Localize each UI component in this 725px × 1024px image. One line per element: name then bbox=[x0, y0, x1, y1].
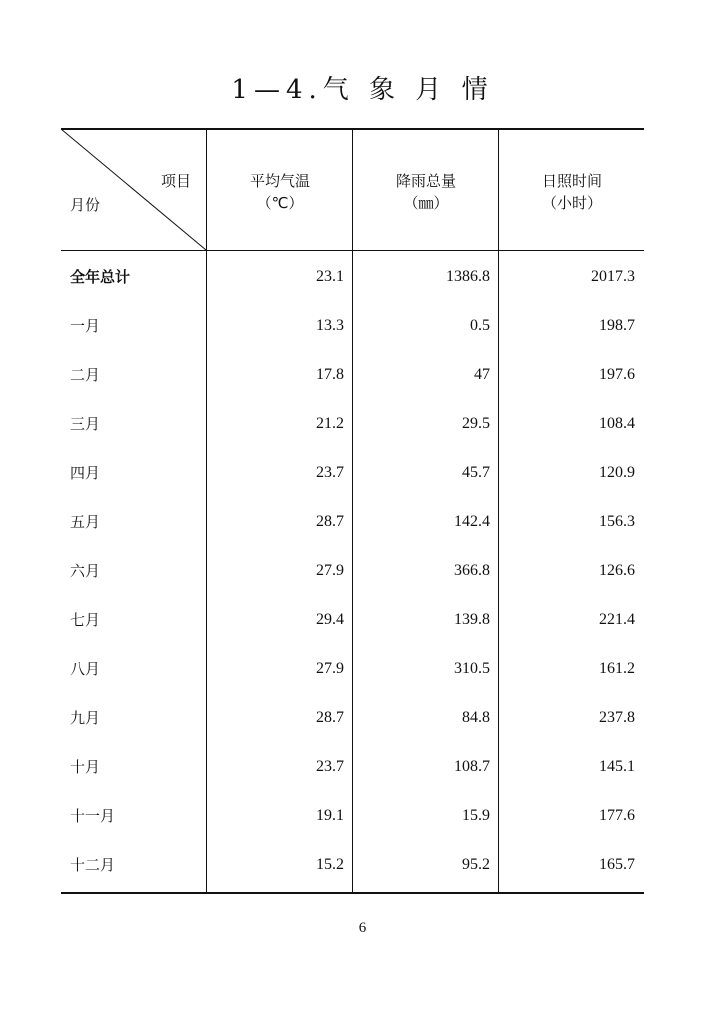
rainfall-value: 45.7 bbox=[462, 464, 490, 481]
row-label: 九月 bbox=[70, 709, 101, 727]
table-row bbox=[61, 556, 644, 586]
row-label: 十月 bbox=[70, 758, 101, 776]
temperature-value: 23.1 bbox=[316, 268, 344, 285]
column-header-name: 日照时间 bbox=[541, 172, 602, 190]
page-title: 1—4.气 象 月 情 bbox=[231, 75, 494, 105]
row-label: 全年总计 bbox=[70, 268, 131, 286]
table-row bbox=[61, 801, 644, 831]
corner-item-label: 项目 bbox=[161, 172, 192, 190]
rainfall-value: 139.8 bbox=[454, 611, 490, 628]
temperature-value: 21.2 bbox=[316, 415, 344, 432]
column-header-unit: （℃） bbox=[256, 194, 304, 212]
rainfall-value: 47 bbox=[474, 366, 490, 383]
temperature-value: 27.9 bbox=[316, 562, 344, 579]
temperature-value: 13.3 bbox=[316, 317, 344, 334]
column-header-sunshine bbox=[499, 170, 645, 214]
rainfall-value: 310.5 bbox=[454, 660, 490, 677]
table-row bbox=[61, 654, 644, 684]
temperature-value: 15.2 bbox=[316, 856, 344, 873]
column-header-name: 平均气温 bbox=[249, 172, 310, 190]
column-header-temperature bbox=[207, 170, 353, 214]
weather-table bbox=[61, 128, 644, 895]
sunshine-value: 156.3 bbox=[599, 513, 635, 530]
sunshine-value: 165.7 bbox=[599, 856, 635, 873]
rainfall-value: 142.4 bbox=[454, 513, 490, 530]
temperature-value: 23.7 bbox=[316, 464, 344, 481]
row-label: 六月 bbox=[70, 562, 101, 580]
row-label: 五月 bbox=[70, 513, 101, 531]
rainfall-value: 366.8 bbox=[454, 562, 490, 579]
rainfall-value: 95.2 bbox=[462, 856, 490, 873]
sunshine-value: 198.7 bbox=[599, 317, 635, 334]
table-row bbox=[61, 605, 644, 635]
temperature-value: 28.7 bbox=[316, 513, 344, 530]
table-row bbox=[61, 850, 644, 880]
column-header-unit: （㎜） bbox=[403, 194, 449, 212]
sunshine-value: 161.2 bbox=[599, 660, 635, 677]
sunshine-value: 145.1 bbox=[599, 758, 635, 775]
table-row bbox=[61, 752, 644, 782]
row-label: 八月 bbox=[70, 660, 101, 678]
temperature-value: 27.9 bbox=[316, 660, 344, 677]
row-label: 四月 bbox=[70, 464, 101, 482]
rainfall-value: 108.7 bbox=[454, 758, 490, 775]
sunshine-value: 237.8 bbox=[599, 709, 635, 726]
sunshine-value: 120.9 bbox=[599, 464, 635, 481]
page-number: 6 bbox=[358, 920, 367, 936]
table-row bbox=[61, 458, 644, 488]
row-label: 七月 bbox=[70, 611, 101, 629]
row-label: 十一月 bbox=[70, 807, 116, 825]
rainfall-value: 0.5 bbox=[470, 317, 490, 334]
sunshine-value: 2017.3 bbox=[591, 268, 635, 285]
table-row-total bbox=[61, 262, 644, 292]
sunshine-value: 221.4 bbox=[599, 611, 635, 628]
temperature-value: 23.7 bbox=[316, 758, 344, 775]
row-label: 一月 bbox=[70, 317, 101, 335]
table-row bbox=[61, 507, 644, 537]
rainfall-value: 84.8 bbox=[462, 709, 490, 726]
temperature-value: 17.8 bbox=[316, 366, 344, 383]
column-header-unit: （小时） bbox=[541, 194, 602, 212]
sunshine-value: 177.6 bbox=[599, 807, 635, 824]
rainfall-value: 1386.8 bbox=[446, 268, 490, 285]
row-label: 三月 bbox=[70, 415, 101, 433]
table-row bbox=[61, 703, 644, 733]
sunshine-value: 197.6 bbox=[599, 366, 635, 383]
sunshine-value: 108.4 bbox=[599, 415, 635, 432]
temperature-value: 29.4 bbox=[316, 611, 344, 628]
temperature-value: 19.1 bbox=[316, 807, 344, 824]
row-label: 二月 bbox=[70, 366, 101, 384]
row-label: 十二月 bbox=[70, 856, 116, 874]
column-header-name: 降雨总量 bbox=[395, 172, 456, 190]
rainfall-value: 29.5 bbox=[462, 415, 490, 432]
sunshine-value: 126.6 bbox=[599, 562, 635, 579]
rainfall-value: 15.9 bbox=[462, 807, 490, 824]
table-row bbox=[61, 409, 644, 439]
table-row bbox=[61, 311, 644, 341]
column-header-rainfall bbox=[353, 170, 499, 214]
corner-month-label: 月份 bbox=[70, 196, 101, 214]
table-row bbox=[61, 360, 644, 390]
temperature-value: 28.7 bbox=[316, 709, 344, 726]
